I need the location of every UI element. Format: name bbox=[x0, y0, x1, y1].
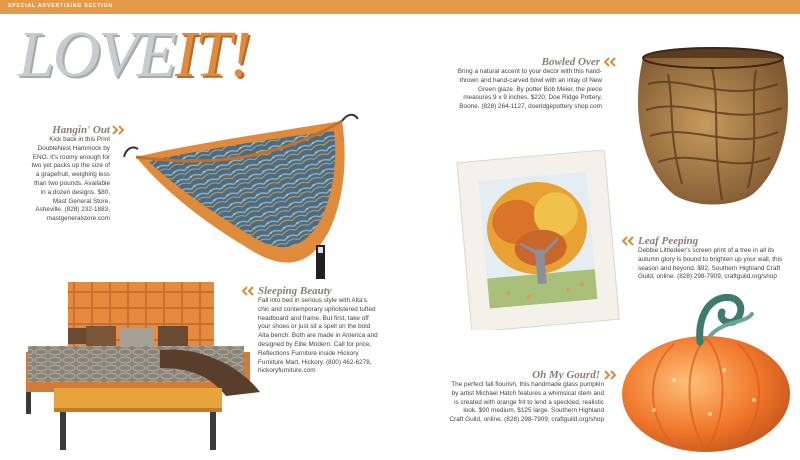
hammock-photo bbox=[116, 105, 368, 285]
body-oh-my-gourd: The perfect fall flourish, this handmade glass pumpkin by artist Michael Hatch features a whimsical stem and is created with orange frit to lend a speckled, realistic look. $90 medium, $125 large. Southern Highland Craft Guild, online. (828) 298-7909, craftguild.org/shop bbox=[449, 381, 604, 424]
heading-bowled-over: Bowled Over bbox=[541, 56, 600, 68]
bed-photo bbox=[20, 276, 270, 456]
body-bowled-over: Bring a natural accent to your decor with this hand-thrown and hand-carved bowl with an inlay of New Green glaze. By potter Bob Meier, the piece measures 9 x 9 inches. $220, Doe Ridge Pottery, Boone. (828) 264-1127, doeridgepottery shop.com bbox=[457, 68, 602, 111]
body-hangin-out: Kick back in this Print DoubleNest Hammock by ENO. It's roomy enough for two yet packs up the size of a grapefruit, weighing less than two pounds. Available in a dozen designs. $80, Mast General Store, Asheville. (828) 232-1883, mastgeneralstore.com bbox=[31, 136, 110, 223]
chevron-left-icon bbox=[604, 57, 618, 67]
heading-oh-my-gourd: Oh My Gourd! bbox=[532, 369, 600, 381]
body-leaf-peeping: Debbie Littledeer's screen print of a tree in all its autumn glory is bound to brighten up your wall, this season and beyond. $92, Southern Highland Craft Guild, online. (828) 298-7909, craftguild.org/shop bbox=[638, 247, 783, 281]
carved-bowl-photo bbox=[628, 44, 798, 210]
body-sleeping-beauty: Fall into bed in serious style with Alta's chic and contemporary upholstered tufted headboard and frame. But first, take off your shoes or just sit a spell on the bold Alta bench. Both are made in America and designed by Elite Modern. Call for price, Reflections Furniture inside Hickory Furniture Mart, Hickory. (800) 462-6278, hickoryfurniture.com bbox=[258, 297, 378, 375]
heading-leaf-peeping: Leaf Peeping bbox=[638, 235, 699, 247]
chevron-left-icon bbox=[622, 236, 636, 246]
section-label: SPECIAL ADVERTISING SECTION bbox=[8, 3, 113, 9]
title-word-it: IT! bbox=[175, 18, 250, 91]
title-word-love: LOVE bbox=[18, 18, 175, 91]
tree-print-photo bbox=[454, 150, 622, 330]
heading-hangin-out: Hangin' Out bbox=[52, 124, 110, 136]
glass-pumpkin-photo bbox=[614, 290, 798, 456]
heading-sleeping-beauty: Sleeping Beauty bbox=[258, 285, 332, 297]
section-banner bbox=[0, 0, 800, 14]
page-title bbox=[18, 18, 250, 91]
